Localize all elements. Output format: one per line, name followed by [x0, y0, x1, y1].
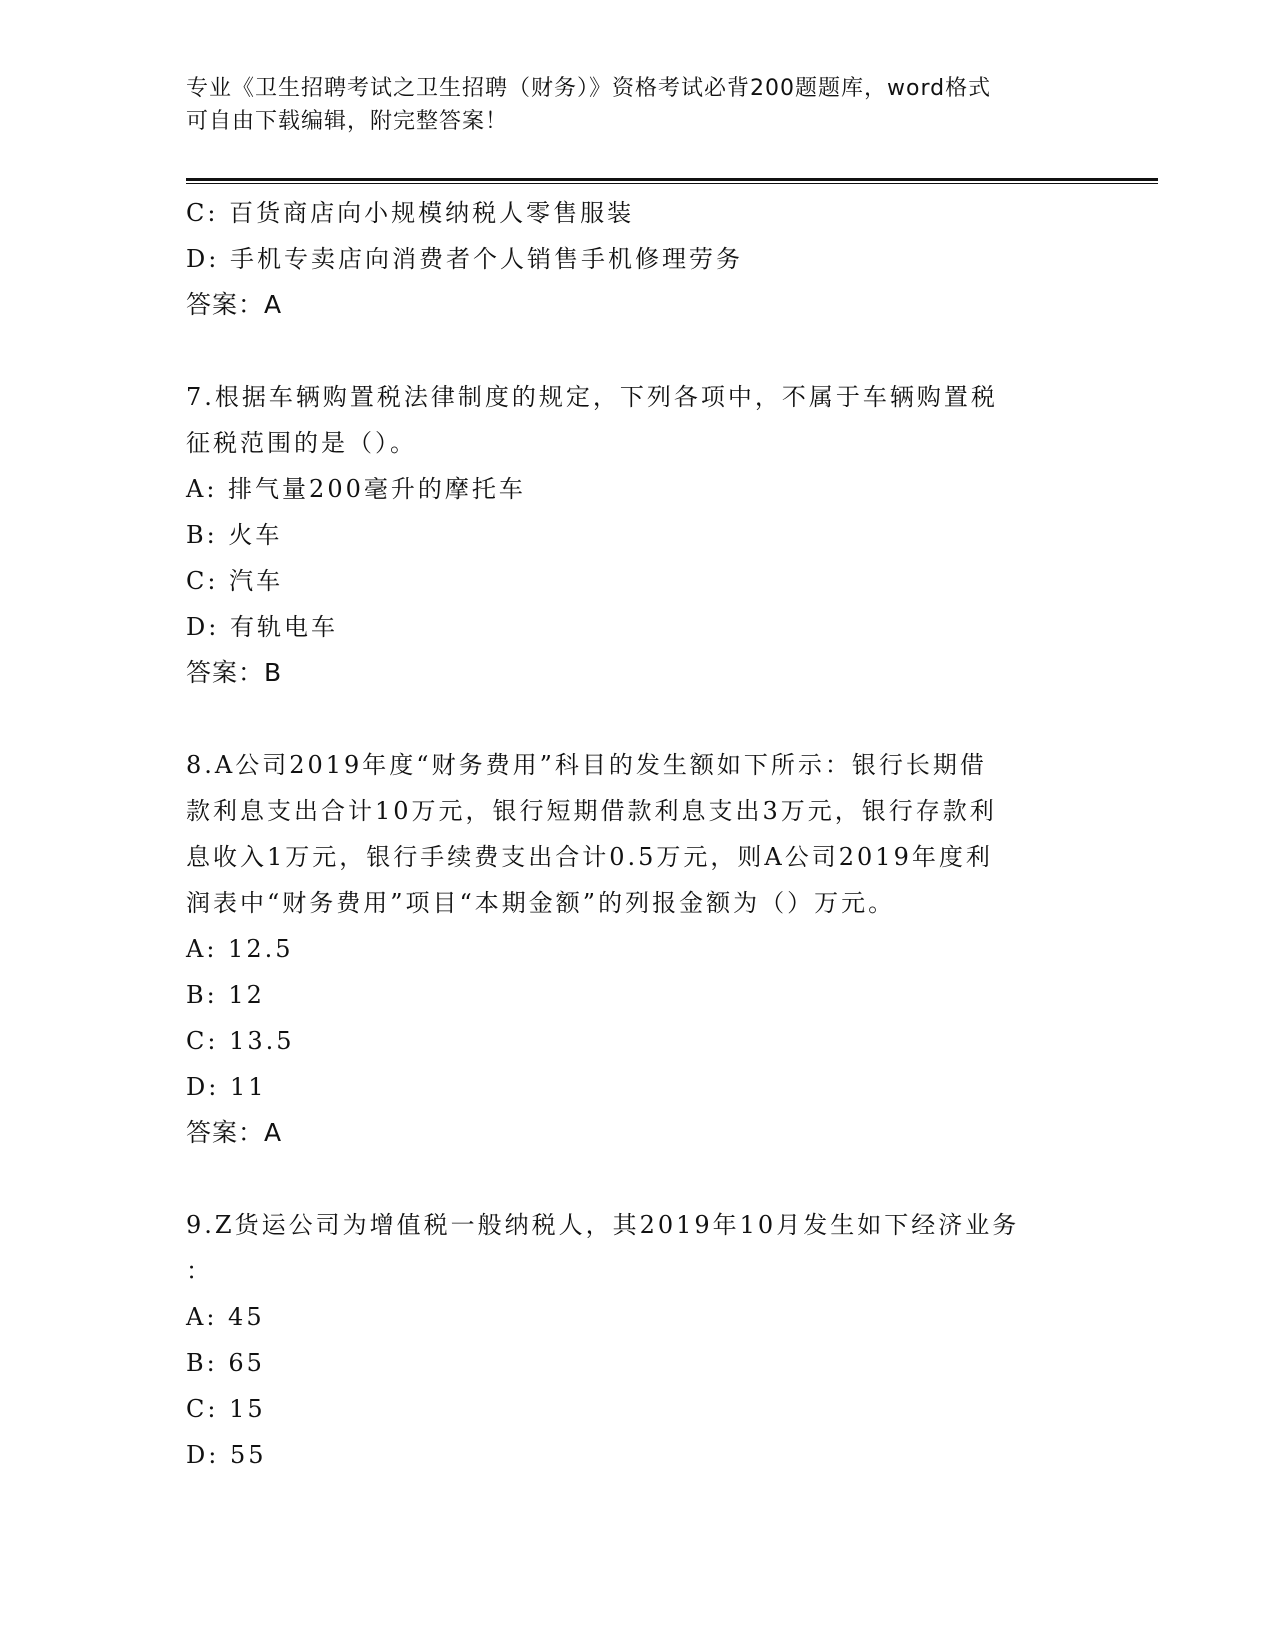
q8-option-c: C: 13.5: [186, 1027, 295, 1055]
q8-option-b: B: 12: [186, 981, 265, 1009]
q9-option-d: D: 55: [186, 1441, 267, 1469]
spacer: [186, 1156, 1086, 1202]
q7-option-d: D: 有轨电车: [186, 613, 338, 641]
header-line-1: 专业《卫生招聘考试之卫生招聘（财务）》资格考试必背200题题库，word格式: [186, 76, 992, 101]
question-8: [186, 742, 1086, 1156]
q8-answer: 答案：A: [186, 1118, 283, 1147]
q7-stem-line-2: 征税范围的是（）。: [186, 429, 417, 457]
q7-option-b: B: 火车: [186, 521, 283, 549]
q8-stem-line-3: 息收入1万元，银行手续费支出合计0.5万元，则A公司2019年度利: [186, 843, 993, 871]
header-rule-thick: [186, 178, 1158, 181]
document-header: [186, 72, 1086, 138]
q8-stem-line-2: 款利息支出合计10万元，银行短期借款利息支出3万元，银行存款利: [186, 797, 997, 825]
q8-stem-line-1: 8.A公司2019年度“财务费用”科目的发生额如下所示：银行长期借: [186, 751, 987, 779]
question-9: [186, 1202, 1086, 1478]
q8-option-d: D: 11: [186, 1073, 267, 1101]
q6-option-d: D: 手机专卖店向消费者个人销售手机修理劳务: [186, 245, 743, 273]
header-rule-thin: [186, 183, 1158, 184]
question-7: [186, 374, 1086, 696]
q6-option-c: C: 百货商店向小规模纳税人零售服装: [186, 199, 635, 227]
spacer: [186, 696, 1086, 742]
q9-stem-line-1: 9.Z货运公司为增值税一般纳税人，其2019年10月发生如下经济业务: [186, 1211, 1020, 1239]
header-line-2: 可自由下载编辑，附完整答案！: [186, 109, 509, 134]
q9-option-b: B: 65: [186, 1349, 265, 1377]
q9-option-c: C: 15: [186, 1395, 266, 1423]
q7-answer: 答案：B: [186, 658, 283, 687]
q8-option-a: A: 12.5: [186, 935, 294, 963]
q6-answer: 答案：A: [186, 290, 283, 319]
q7-option-c: C: 汽车: [186, 567, 284, 595]
question-6-fragment: [186, 190, 1086, 328]
q9-stem-line-2: ：: [186, 1257, 213, 1285]
q7-stem-line-1: 7.根据车辆购置税法律制度的规定，下列各项中，不属于车辆购置税: [186, 383, 998, 411]
q9-option-a: A: 45: [186, 1303, 265, 1331]
q8-stem-line-4: 润表中“财务费用”项目“本期金额”的列报金额为（）万元。: [186, 889, 896, 917]
q7-option-a: A: 排气量200毫升的摩托车: [186, 475, 526, 503]
question-content: [186, 190, 1086, 1478]
spacer: [186, 328, 1086, 374]
